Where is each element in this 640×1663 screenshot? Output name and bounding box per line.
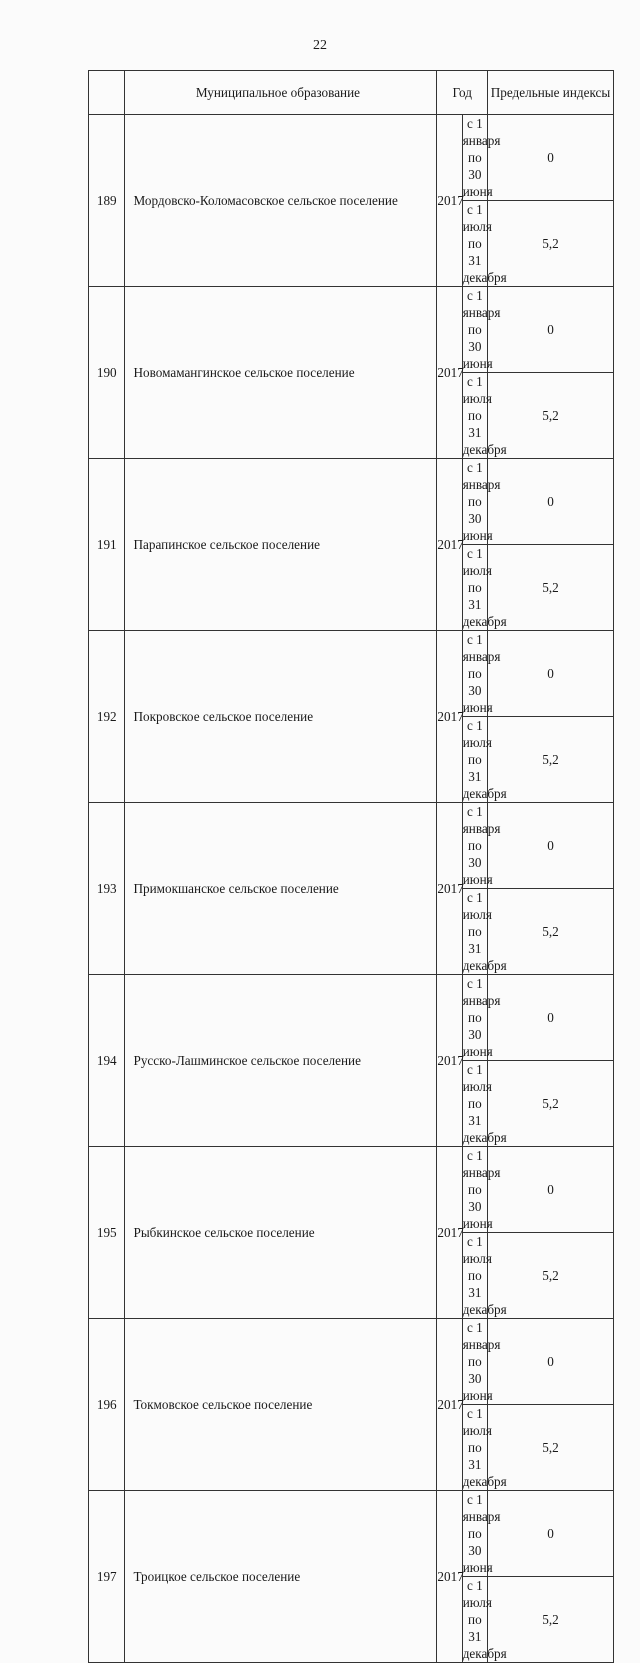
municipality-name: Троицкое сельское поселение xyxy=(125,1491,437,1663)
index-first-half: 0 xyxy=(488,631,614,717)
index-first-half: 0 xyxy=(488,803,614,889)
municipality-name: Мордовско-Коломасовское сельское поселение xyxy=(125,115,437,287)
municipality-name: Новомамангинское сельское поселение xyxy=(125,287,437,459)
period-second-half: с 1 июля по 31 декабря xyxy=(462,546,507,629)
period-second-half: с 1 июля по 31 декабря xyxy=(462,1062,507,1145)
header-year: Год xyxy=(437,71,488,115)
period-second-half: с 1 июля по 31 декабря xyxy=(462,374,507,457)
period-first-half: с 1 января по 30 июня xyxy=(462,632,501,715)
period-first-half: с 1 января по 30 июня xyxy=(462,976,501,1059)
row-number: 190 xyxy=(89,287,125,459)
index-second-half: 5,2 xyxy=(488,545,614,631)
index-second-half: 5,2 xyxy=(488,1405,614,1491)
page-number: 22 xyxy=(313,38,327,53)
index-first-half: 0 xyxy=(488,975,614,1061)
row-number: 194 xyxy=(89,975,125,1147)
period-second-half: с 1 июля по 31 декабря xyxy=(462,1406,507,1489)
index-first-half: 0 xyxy=(488,287,614,373)
index-first-half: 0 xyxy=(488,115,614,201)
year-cell: 2017 xyxy=(437,1319,462,1491)
table-row xyxy=(89,459,614,545)
year-cell: 2017 xyxy=(437,1147,462,1319)
index-first-half: 0 xyxy=(488,459,614,545)
municipality-name: Парапинское сельское поселение xyxy=(125,459,437,631)
index-first-half: 0 xyxy=(488,1491,614,1577)
year-cell: 2017 xyxy=(437,975,462,1147)
table-body xyxy=(89,115,614,1663)
period-second-half: с 1 июля по 31 декабря xyxy=(462,890,507,973)
year-cell: 2017 xyxy=(437,1491,462,1663)
municipality-name: Русско-Лашминское сельское поселение xyxy=(125,975,437,1147)
table-row xyxy=(89,287,614,373)
index-second-half: 5,2 xyxy=(488,889,614,975)
year-cell: 2017 xyxy=(437,115,462,287)
index-second-half: 5,2 xyxy=(488,1061,614,1147)
year-cell: 2017 xyxy=(437,287,462,459)
period-first-half: с 1 января по 30 июня xyxy=(462,1320,501,1403)
header-number-cell xyxy=(89,71,125,115)
header-indices: Предельные индексы xyxy=(488,71,614,115)
period-first-half: с 1 января по 30 июня xyxy=(462,1148,501,1231)
period-first-half: с 1 января по 30 июня xyxy=(462,288,501,371)
table-row xyxy=(89,803,614,889)
period-second-half: с 1 июля по 31 декабря xyxy=(462,1234,507,1317)
table-header-row xyxy=(89,71,614,115)
period-first-half: с 1 января по 30 июня xyxy=(462,1492,501,1575)
municipality-name: Примокшанское сельское поселение xyxy=(125,803,437,975)
period-first-half: с 1 января по 30 июня xyxy=(462,460,501,543)
indices-table xyxy=(88,70,614,1663)
table-row xyxy=(89,1147,614,1233)
row-number: 195 xyxy=(89,1147,125,1319)
row-number: 192 xyxy=(89,631,125,803)
table-row xyxy=(89,975,614,1061)
municipality-name: Рыбкинское сельское поселение xyxy=(125,1147,437,1319)
municipality-name: Покровское сельское поселение xyxy=(125,631,437,803)
row-number: 191 xyxy=(89,459,125,631)
row-number: 197 xyxy=(89,1491,125,1663)
index-second-half: 5,2 xyxy=(488,1577,614,1663)
index-second-half: 5,2 xyxy=(488,1233,614,1319)
index-second-half: 5,2 xyxy=(488,717,614,803)
index-second-half: 5,2 xyxy=(488,373,614,459)
year-cell: 2017 xyxy=(437,459,462,631)
period-first-half: с 1 января по 30 июня xyxy=(462,116,501,199)
index-first-half: 0 xyxy=(488,1147,614,1233)
index-first-half: 0 xyxy=(488,1319,614,1405)
period-second-half: с 1 июля по 31 декабря xyxy=(462,718,507,801)
row-number: 193 xyxy=(89,803,125,975)
table-row xyxy=(89,115,614,201)
municipality-name: Токмовское сельское поселение xyxy=(125,1319,437,1491)
table-row xyxy=(89,631,614,717)
year-cell: 2017 xyxy=(437,631,462,803)
period-second-half: с 1 июля по 31 декабря xyxy=(462,1578,507,1661)
table-row xyxy=(89,1319,614,1405)
row-number: 196 xyxy=(89,1319,125,1491)
table-row xyxy=(89,1491,614,1577)
period-second-half: с 1 июля по 31 декабря xyxy=(462,202,507,285)
period-first-half: с 1 января по 30 июня xyxy=(462,804,501,887)
year-cell: 2017 xyxy=(437,803,462,975)
row-number: 189 xyxy=(89,115,125,287)
header-municipality: Муниципальное образование xyxy=(125,71,437,115)
index-second-half: 5,2 xyxy=(488,201,614,287)
